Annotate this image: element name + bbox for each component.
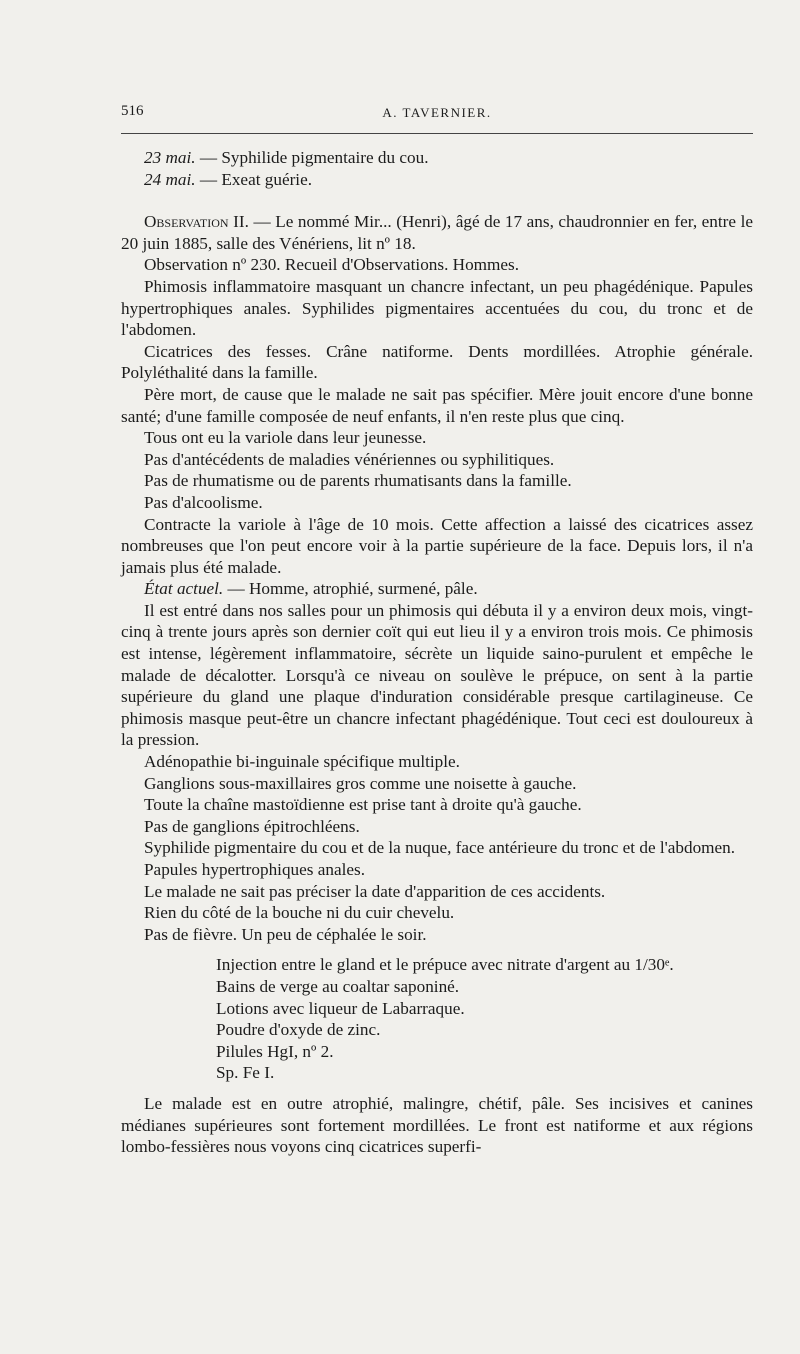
paragraph: Pas de fièvre. Un peu de céphalée le soir. [144,924,427,944]
paragraph: Rien du côté de la bouche ni du cuir chevelu. [144,903,455,923]
treatment-item: Pilules HgI, nº 2. [216,1041,334,1061]
paragraph: Le malade ne sait pas préciser la date d'apparition de ces accidents. [144,881,606,901]
paragraph: Papules hypertrophiques anales. [144,860,365,879]
etat-text: — Homme, atrophié, surmené, pâle. [223,579,478,599]
paragraph: Pas de ganglions épitrochléens. [144,816,360,836]
paragraph: Pas de rhumatisme ou de parents rhumatisants dans la famille. [144,471,572,491]
paragraph: Tous ont eu la variole dans leur jeunesse. [144,428,427,448]
treatment-list [216,954,753,1084]
observation-intro: — Le nommé Mir... (Henri), âgé de 17 ans, chaudronnier en fer, entre le 20 juin 1885, salle des Vénériens, lit nº 18. [121,212,753,253]
paragraph: Syphilide pigmentaire du cou et de la nuque, face antérieure du tronc et de l'abdomen. [144,838,736,858]
paragraph: Contracte la variole à l'âge de 10 mois. Cette affection a laissé des cicatrices assez nombreuses que l'on peut encore voir à la partie supérieure de la face. Depuis lors, il n'a jamais plus été malade. [121,514,753,577]
paragraph: Phimosis inflammatoire masquant un chancre infectant, un peu phagédénique. Papules hypertrophiques anales. Syphilides pigmentaires accentuées du cou, du tronc et de l'abdomen. [121,276,753,340]
treatment-item: Injection entre le gland et le prépuce avec nitrate d'argent au 1/30ᵉ. [216,955,674,975]
running-head [121,103,753,127]
etat-label: État actuel. [144,579,224,599]
closing-paragraph: Le malade est en outre atrophié, malingre, chétif, pâle. Ses incisives et canines médianes supérieures sont fortement mordillées. Le front est natiforme et aux régions lombo-fessières nous voyons cinq cicatrices superfi- [121,1093,753,1157]
treatment-item: Sp. Fe I. [216,1063,275,1083]
treatment-item: Lotions avec liqueur de Labarraque. [216,998,465,1018]
paragraph: Pas d'antécédents de maladies vénériennes ou syphilitiques. [144,449,555,469]
treatment-item: Bains de verge au coaltar saponiné. [216,976,460,996]
paragraph: Adénopathie bi-inguinale spécifique multiple. [144,752,460,772]
entry-text: — Syphilide pigmentaire du cou. [195,148,429,167]
paragraph: Pas d'alcoolisme. [144,492,263,512]
body-text [121,147,753,1158]
observation-label: Observation II. [144,212,249,232]
running-title: A. TAVERNIER. [382,105,492,120]
paragraph: Il est entré dans nos salles pour un phimosis qui débuta il y a environ deux mois, vingt-cinq à trente jours après son dernier coït qui eut lieu il y a environ trois mois. Ce phimosis est intense, légèrement inflammatoire, sécrète un liquide saino-purulent et empêche le malade de décalotter. Lorsqu'à ce niveau on soulève le prépuce, on sent à la partie supérieure du gland une plaque d'induration considérable presque cartilagineuse. Ce phimosis masque peut-être un chancre infectant phagédénique. Tout ceci est douloureux à la pression. [121,600,753,750]
treatment-item: Poudre d'oxyde de zinc. [216,1020,381,1040]
entry-24-mai [121,169,753,191]
paragraph: Cicatrices des fesses. Crâne natiforme. Dents mordillées. Atrophie générale. Polyléthalité dans la famille. [121,341,753,383]
entry-text: — Exeat guérie. [195,169,313,189]
page-number: 516 [121,103,144,119]
paragraph: Toute la chaîne mastoïdienne est prise tant à droite qu'à gauche. [144,795,582,815]
paragraph: Ganglions sous-maxillaires gros comme une noisette à gauche. [144,773,577,793]
header-rule [121,133,753,134]
observation-heading [121,211,753,254]
etat-actuel-heading [121,578,753,600]
paragraph: Père mort, de cause que le malade ne sait pas spécifier. Mère jouit encore d'une bonne santé; d'une famille composée de neuf enfants, il n'en reste plus que cinq. [121,384,753,426]
entry-date: 24 mai. [144,169,196,189]
entry-23-mai [121,147,753,169]
paragraph: Observation nº 230. Recueil d'Observations. Hommes. [144,255,520,275]
entry-date: 23 mai. [144,148,196,167]
